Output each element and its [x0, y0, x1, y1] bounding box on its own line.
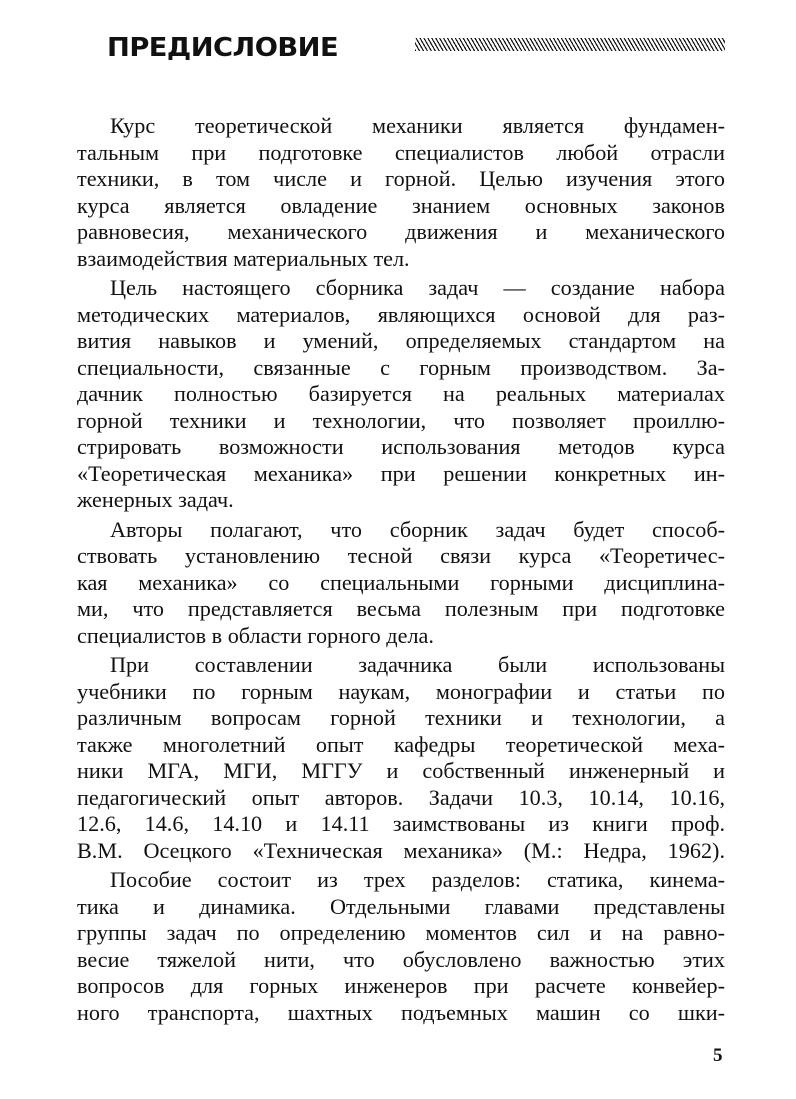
text-line: ствовать установлению тесной связи курса «Теоретичес-: [77, 543, 725, 568]
text-line: ного транспорта, шахтных подъемных машин со шки-: [77, 999, 725, 1025]
text-line: «Теоретическая механика» при решении конкретных ин-: [77, 460, 725, 486]
text-line: тика и динамика. Отдельными главами представлены: [77, 893, 725, 919]
text-line: педагогический опыт авторов. Задачи 10.3, 10.14, 10.16,: [77, 784, 725, 810]
text-line: Цель настоящего сборника задач — создание набора: [110, 275, 725, 300]
text-line: равновесия, механического движения и механического: [77, 219, 725, 244]
text-line: специалистов в области горного дела.: [77, 622, 434, 648]
text-line: также многолетний опыт кафедры теоретической меха-: [77, 731, 725, 757]
text-line: дачник полностью базируется на реальных материалах: [77, 381, 725, 406]
text-line: вопросов для горных инженеров при расчете конвейер-: [77, 973, 725, 998]
paragraph-4: [77, 652, 725, 864]
paragraph-2: [77, 275, 725, 514]
paragraph-5: [77, 867, 725, 1026]
text-line: Пособие состоит из трех разделов: статика, кинема-: [110, 867, 725, 892]
heading-hatch-rule: [415, 38, 725, 51]
text-line: тальным при подготовке специалистов любой отрасли: [77, 139, 725, 165]
text-line: стрировать возможности использования методов курса: [77, 434, 725, 459]
text-line: методических материалов, являющихся основой для раз-: [77, 301, 725, 327]
paragraph-1: [77, 113, 725, 272]
text-line: группы задач по определению моментов сил и на равно-: [77, 920, 725, 945]
text-line: кая механика» со специальными горными дисциплина-: [77, 569, 725, 595]
text-line: Авторы полагают, что сборник задач будет способ-: [110, 516, 725, 542]
text-line: горной техники и технологии, что позволяет проиллю-: [77, 407, 725, 433]
text-line: специальности, связанные с горным производством. За-: [77, 354, 725, 380]
text-line: учебники по горным наукам, монографии и статьи по: [77, 678, 725, 704]
page-number: 5: [713, 1045, 723, 1066]
text-line: вития навыков и умений, определяемых стандартом на: [77, 328, 725, 353]
paragraph-3: [77, 517, 725, 650]
text-line: При составлении задачника были использованы: [110, 652, 725, 677]
text-line: ники МГА, МГИ, МГГУ и собственный инженерный и: [77, 758, 725, 783]
text-line: 12.6, 14.6, 14.10 и 14.11 заимствованы из книги проф.: [77, 811, 725, 836]
text-line: весие тяжелой нити, что обусловлено важностью этих: [77, 946, 725, 972]
text-line: женерных задач.: [77, 487, 234, 512]
text-line: техники, в том числе и горной. Целью изучения этого: [77, 166, 725, 191]
page-heading: ПРЕДИСЛОВИЕ: [107, 33, 339, 63]
text-line: В.М. Осецкого «Техническая механика» (М.: Недра, 1962).: [77, 837, 725, 863]
text-line: взаимодействия материальных тел.: [77, 245, 410, 271]
text-line: Курс теоретической механики является фундамен-: [110, 113, 725, 138]
text-line: ми, что представляется весьма полезным при подготовке: [77, 596, 725, 621]
text-line: курса является овладение знанием основных законов: [77, 192, 725, 218]
text-line: различным вопросам горной техники и технологии, а: [77, 705, 725, 730]
body-text: [77, 113, 725, 1026]
